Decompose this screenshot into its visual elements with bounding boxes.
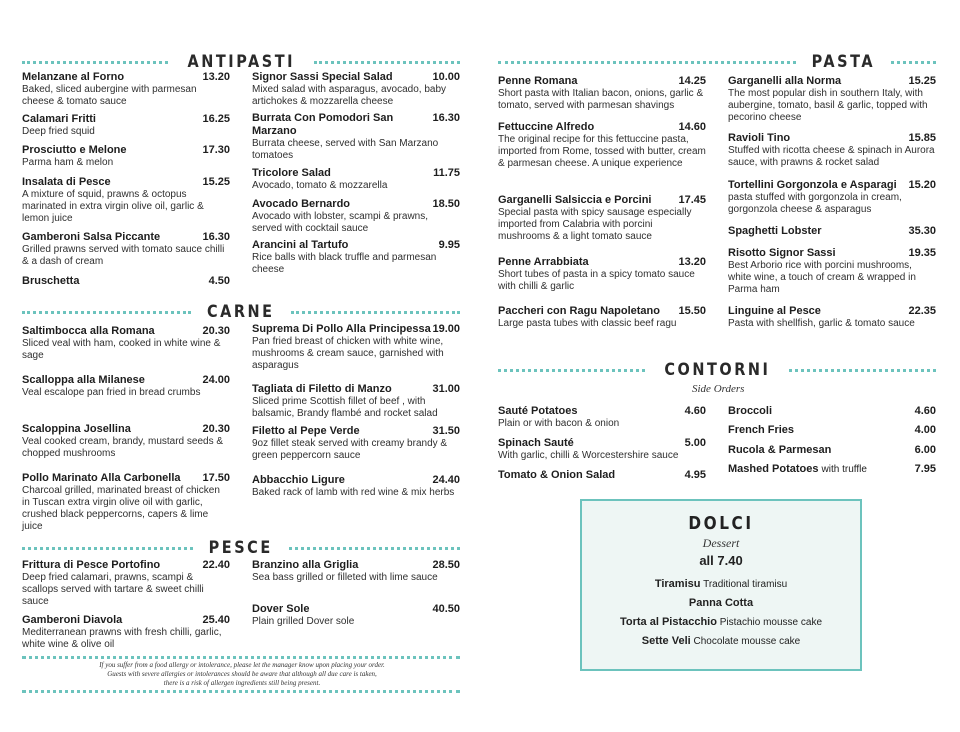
item-name: Calamari Fritti <box>22 113 96 125</box>
item-name: Scalloppa alla Milanese <box>22 374 145 386</box>
divider <box>22 656 460 659</box>
item-name: Penne Arrabbiata <box>498 256 589 268</box>
item-description: Pasta with shellfish, garlic & tomato sauce <box>728 318 915 329</box>
item-description: Veal cooked cream, brandy, mustard seeds & chopped mushrooms <box>22 436 224 459</box>
item-description: Deep fried calamari, prawns, scampi & scallops served with tartare & sweet chilli sauce <box>22 572 204 607</box>
menu-item <box>728 225 936 238</box>
menu-item <box>252 323 460 372</box>
item-description: Pan fried breast of chicken with white wine, mushrooms & cream sauce, garnished with asparagus <box>252 336 444 371</box>
item-name: Suprema Di Pollo Alla Principessa <box>252 323 431 335</box>
item-description: Avocado, tomato & mozzarella <box>252 180 388 191</box>
item-description: Deep fried squid <box>22 126 95 137</box>
item-price: 9.95 <box>438 239 460 251</box>
menu-item <box>22 423 230 460</box>
item-name: Penne Romana <box>498 75 578 87</box>
item-price: 24.00 <box>202 374 230 386</box>
menu-item <box>728 463 936 476</box>
item-price: 24.40 <box>432 474 460 486</box>
menu-item <box>728 132 936 169</box>
menu-item <box>498 75 706 112</box>
item-name: French Fries <box>728 424 795 436</box>
item-description: Sea bass grilled or filleted with lime sauce <box>252 572 438 583</box>
item-name: Filetto al Pepe Verde <box>252 425 360 437</box>
item-name: Pollo Marinato Alla Carbonella <box>22 472 181 484</box>
item-description: Stuffed with ricotta cheese & spinach in Aurora sauce, with prawns & rocket salad <box>728 145 935 168</box>
menu-item <box>728 247 936 296</box>
menu-item <box>252 112 460 162</box>
item-description: A mixture of squid, prawns & octopus marinated in extra virgin olive oil, garlic & lemon juice <box>22 189 204 224</box>
item-suffix: with truffle <box>821 464 867 475</box>
item-description: Pistachio mousse cake <box>719 617 823 628</box>
item-price: 19.00 <box>432 323 460 335</box>
divider <box>891 61 936 64</box>
item-name: Broccoli <box>728 405 773 417</box>
item-description: Plain or with bacon & onion <box>498 418 620 429</box>
item-name: Rucola & Parmesan <box>728 444 832 456</box>
menu-item <box>22 472 230 533</box>
item-description: Short pasta with Italian bacon, onions, garlic & tomato, served with parmesan shavings <box>498 88 704 111</box>
item-description: Sliced prime Scottish fillet of beef , with balsamic, Brandy flambé and rocket salad <box>252 396 438 419</box>
dolci-subtitle: Dessert <box>702 536 740 550</box>
section-title-pasta: PASTA <box>812 52 876 72</box>
contorni-heading <box>498 360 936 380</box>
item-price: 22.40 <box>202 559 230 571</box>
divider <box>498 369 645 372</box>
item-name: Abbacchio Ligure <box>252 474 345 486</box>
item-description: Grilled prawns served with tomato sauce chilli & a dash of cream <box>22 244 225 267</box>
menu-item <box>728 405 936 418</box>
item-description: Traditional tiramisu <box>703 579 788 590</box>
divider <box>22 61 168 64</box>
item-price: 40.50 <box>432 603 460 615</box>
item-description: The original recipe for this fettuccine pasta, imported from Rome, tossed with butter, cream & parmesan cheese. A unique experience <box>498 134 706 169</box>
allergy-note-line: there is a risk of allergen ingredients still being present. <box>163 679 321 687</box>
menu-item <box>252 71 460 108</box>
item-name: Tortellini Gorgonzola e Asparagi <box>728 179 897 191</box>
item-name: Burrata Con Pomodori San Marzano <box>252 112 394 137</box>
menu-item <box>728 75 936 124</box>
menu-item <box>252 167 460 192</box>
menu-item <box>728 424 936 437</box>
menu-item <box>22 144 230 169</box>
divider <box>789 369 936 372</box>
item-name: Tricolore Salad <box>252 167 331 179</box>
item-description: Chocolate mousse cake <box>693 636 801 647</box>
item-name: Branzino alla Griglia <box>252 559 359 571</box>
item-price: 19.35 <box>908 247 936 259</box>
item-price: 4.60 <box>914 405 936 417</box>
item-price: 13.20 <box>678 256 706 268</box>
menu-item <box>252 198 460 235</box>
item-price: 13.20 <box>202 71 230 83</box>
item-name: Fettuccine Alfredo <box>498 121 595 133</box>
item-price: 14.60 <box>678 121 706 133</box>
menu-item <box>22 71 230 108</box>
item-name: Spaghetti Lobster <box>728 225 822 237</box>
section-title-pesce: PESCE <box>208 538 274 558</box>
item-price: 16.30 <box>202 231 230 243</box>
item-description: Baked rack of lamb with red wine & mix herbs <box>252 487 455 498</box>
item-name: Melanzane al Forno <box>22 71 125 83</box>
item-name: Risotto Signor Sassi <box>728 247 836 259</box>
divider <box>22 547 193 550</box>
item-description: With garlic, chilli & Worcestershire sauce <box>498 450 679 461</box>
dessert-item <box>582 578 860 591</box>
carne-heading <box>22 302 460 322</box>
item-name: Sette Veli <box>641 635 691 647</box>
menu-item <box>252 239 460 276</box>
item-description: Large pasta tubes with classic beef ragu <box>498 318 677 329</box>
dolci-price: all 7.40 <box>699 553 743 568</box>
menu-item <box>252 383 460 420</box>
menu-item <box>252 559 460 584</box>
menu-item <box>22 113 230 138</box>
dolci-box <box>580 499 862 671</box>
item-name: Ravioli Tino <box>728 132 791 144</box>
menu-item <box>498 194 706 243</box>
item-name: Scaloppina Josellina <box>22 423 131 435</box>
menu-item <box>22 559 230 608</box>
item-price: 4.00 <box>914 424 936 436</box>
allergy-note-line: Guests with severe allergies or intolerances should be aware that although all due care is taken, <box>107 670 377 678</box>
item-price: 25.40 <box>202 614 230 626</box>
menu-item <box>498 437 706 462</box>
item-name: Saltimbocca alla Romana <box>22 325 155 337</box>
divider <box>498 61 796 64</box>
item-price: 15.50 <box>678 305 706 317</box>
menu-item <box>728 179 936 216</box>
item-name: Torta al Pistacchio <box>619 616 717 628</box>
menu-item <box>498 469 706 482</box>
item-price: 5.00 <box>684 437 706 449</box>
menu-item <box>498 256 706 293</box>
section-title-antipasti: ANTIPASTI <box>187 52 295 72</box>
item-name: Signor Sassi Special Salad <box>252 71 393 83</box>
item-price: 20.30 <box>202 423 230 435</box>
pesce-heading <box>22 538 460 558</box>
dessert-item <box>582 635 860 648</box>
item-description: Parma ham & melon <box>22 157 114 168</box>
item-description: pasta stuffed with gorgonzola in cream, gorgonzola cheese & asparagus <box>728 192 902 215</box>
item-description: 9oz fillet steak served with creamy brandy & green peppercorn sauce <box>252 438 448 461</box>
item-description: Avocado with lobster, scampi & prawns, served with cocktail sauce <box>252 211 429 234</box>
menu-item <box>22 374 230 399</box>
item-price: 15.85 <box>908 132 936 144</box>
item-description: Burrata cheese, served with San Marzano tomatoes <box>252 138 439 161</box>
pasta-heading <box>498 52 936 72</box>
item-price: 16.30 <box>432 112 460 124</box>
item-price: 4.60 <box>684 405 706 417</box>
item-name: Tagliata di Filetto di Manzo <box>252 383 392 395</box>
item-name: Arancini al Tartufo <box>252 239 349 251</box>
menu-item <box>252 425 460 462</box>
item-name: Dover Sole <box>252 603 310 615</box>
item-name: Insalata di Pesce <box>22 176 111 188</box>
item-name: Panna Cotta <box>688 597 754 609</box>
item-price: 17.45 <box>678 194 706 206</box>
item-price: 16.25 <box>202 113 230 125</box>
menu-item <box>22 614 230 651</box>
item-name: Prosciutto e Melone <box>22 144 127 156</box>
menu-item <box>22 231 230 268</box>
item-name: Bruschetta <box>22 275 80 287</box>
item-name: Gamberoni Diavola <box>22 614 123 626</box>
menu-item <box>252 474 460 499</box>
item-price: 17.30 <box>202 144 230 156</box>
item-description: Sliced veal with ham, cooked in white wine & sage <box>22 338 221 361</box>
item-name: Linguine al Pesce <box>728 305 821 317</box>
section-title-contorni: CONTORNI <box>663 360 771 380</box>
menu-item <box>498 405 706 430</box>
item-description: Mediterranean prawns with fresh chilli, garlic, white wine & olive oil <box>22 627 222 650</box>
antipasti-heading <box>22 52 460 72</box>
item-description: Baked, sliced aubergine with parmesan cheese & tomato sauce <box>22 84 197 107</box>
item-price: 6.00 <box>914 444 936 456</box>
contorni-subtitle: Side Orders <box>692 383 745 395</box>
allergy-note-line: If you suffer from a food allergy or intolerance, please let the manager know upon placing your order. <box>99 661 385 669</box>
divider <box>314 61 460 64</box>
divider <box>22 311 191 314</box>
item-name: Garganelli alla Norma <box>728 75 842 87</box>
section-title-carne: CARNE <box>207 302 275 322</box>
item-description: Mixed salad with asparagus, avocado, baby artichokes & mozzarella cheese <box>252 84 447 107</box>
section-title-dolci: DOLCI <box>688 513 754 534</box>
item-name: Tiramisu <box>654 578 701 590</box>
item-name: Sauté Potatoes <box>498 405 578 417</box>
divider <box>22 690 460 693</box>
item-price: 28.50 <box>432 559 460 571</box>
item-description: Plain grilled Dover sole <box>252 616 355 627</box>
item-price: 35.30 <box>908 225 936 237</box>
item-name: Tomato & Onion Salad <box>498 469 616 481</box>
item-name: Spinach Sauté <box>498 437 574 449</box>
menu-item <box>22 275 230 288</box>
dessert-item <box>582 616 860 629</box>
item-price: 15.25 <box>202 176 230 188</box>
item-price: 20.30 <box>202 325 230 337</box>
item-price: 14.25 <box>678 75 706 87</box>
divider <box>289 547 460 550</box>
item-description: Special pasta with spicy sausage especially imported from Calabria with porcini mushrooms & a light tomato sauce <box>498 207 692 242</box>
item-name: Gamberoni Salsa Piccante <box>22 231 161 243</box>
item-description: Rice balls with black truffle and parmesan cheese <box>252 252 437 275</box>
item-price: 31.00 <box>432 383 460 395</box>
item-price: 18.50 <box>432 198 460 210</box>
item-description: Best Arborio rice with porcini mushrooms, white wine, a touch of cream & wrapped in Parma ham <box>728 260 916 295</box>
item-price: 7.95 <box>914 463 936 475</box>
item-price: 4.95 <box>684 469 706 481</box>
item-name: Paccheri con Ragu Napoletano <box>498 305 660 317</box>
item-price: 10.00 <box>432 71 460 83</box>
item-description: Charcoal grilled, marinated breast of chicken in Tuscan extra virgin olive oil with garlic, crushed black peppercorns, capers & lime juice <box>22 485 220 532</box>
item-name: Frittura di Pesce Portofino <box>22 559 161 571</box>
item-price: 22.35 <box>908 305 936 317</box>
item-price: 15.20 <box>908 179 936 191</box>
menu-item <box>728 305 936 330</box>
menu-item <box>498 121 706 170</box>
item-description: Veal escalope pan fried in bread crumbs <box>22 387 201 398</box>
item-price: 17.50 <box>202 472 230 484</box>
allergy-note <box>24 661 460 688</box>
divider <box>291 311 460 314</box>
item-name: Avocado Bernardo <box>252 198 351 210</box>
item-price: 15.25 <box>908 75 936 87</box>
item-price: 31.50 <box>432 425 460 437</box>
dessert-item <box>582 597 860 610</box>
item-name: Mashed Potatoes <box>728 463 819 475</box>
item-description: Short tubes of pasta in a spicy tomato sauce with chilli & garlic <box>498 269 695 292</box>
item-price: 11.75 <box>433 167 460 179</box>
menu-item <box>728 444 936 457</box>
menu-item <box>22 325 230 362</box>
item-name: Garganelli Salsiccia e Porcini <box>498 194 652 206</box>
item-price: 4.50 <box>208 275 230 287</box>
menu-item <box>498 305 706 330</box>
menu-item <box>252 603 460 628</box>
item-description: The most popular dish in southern Italy, with aubergine, tomato, basil & garlic, topped with pecorino cheese <box>728 88 928 123</box>
menu-item <box>22 176 230 225</box>
